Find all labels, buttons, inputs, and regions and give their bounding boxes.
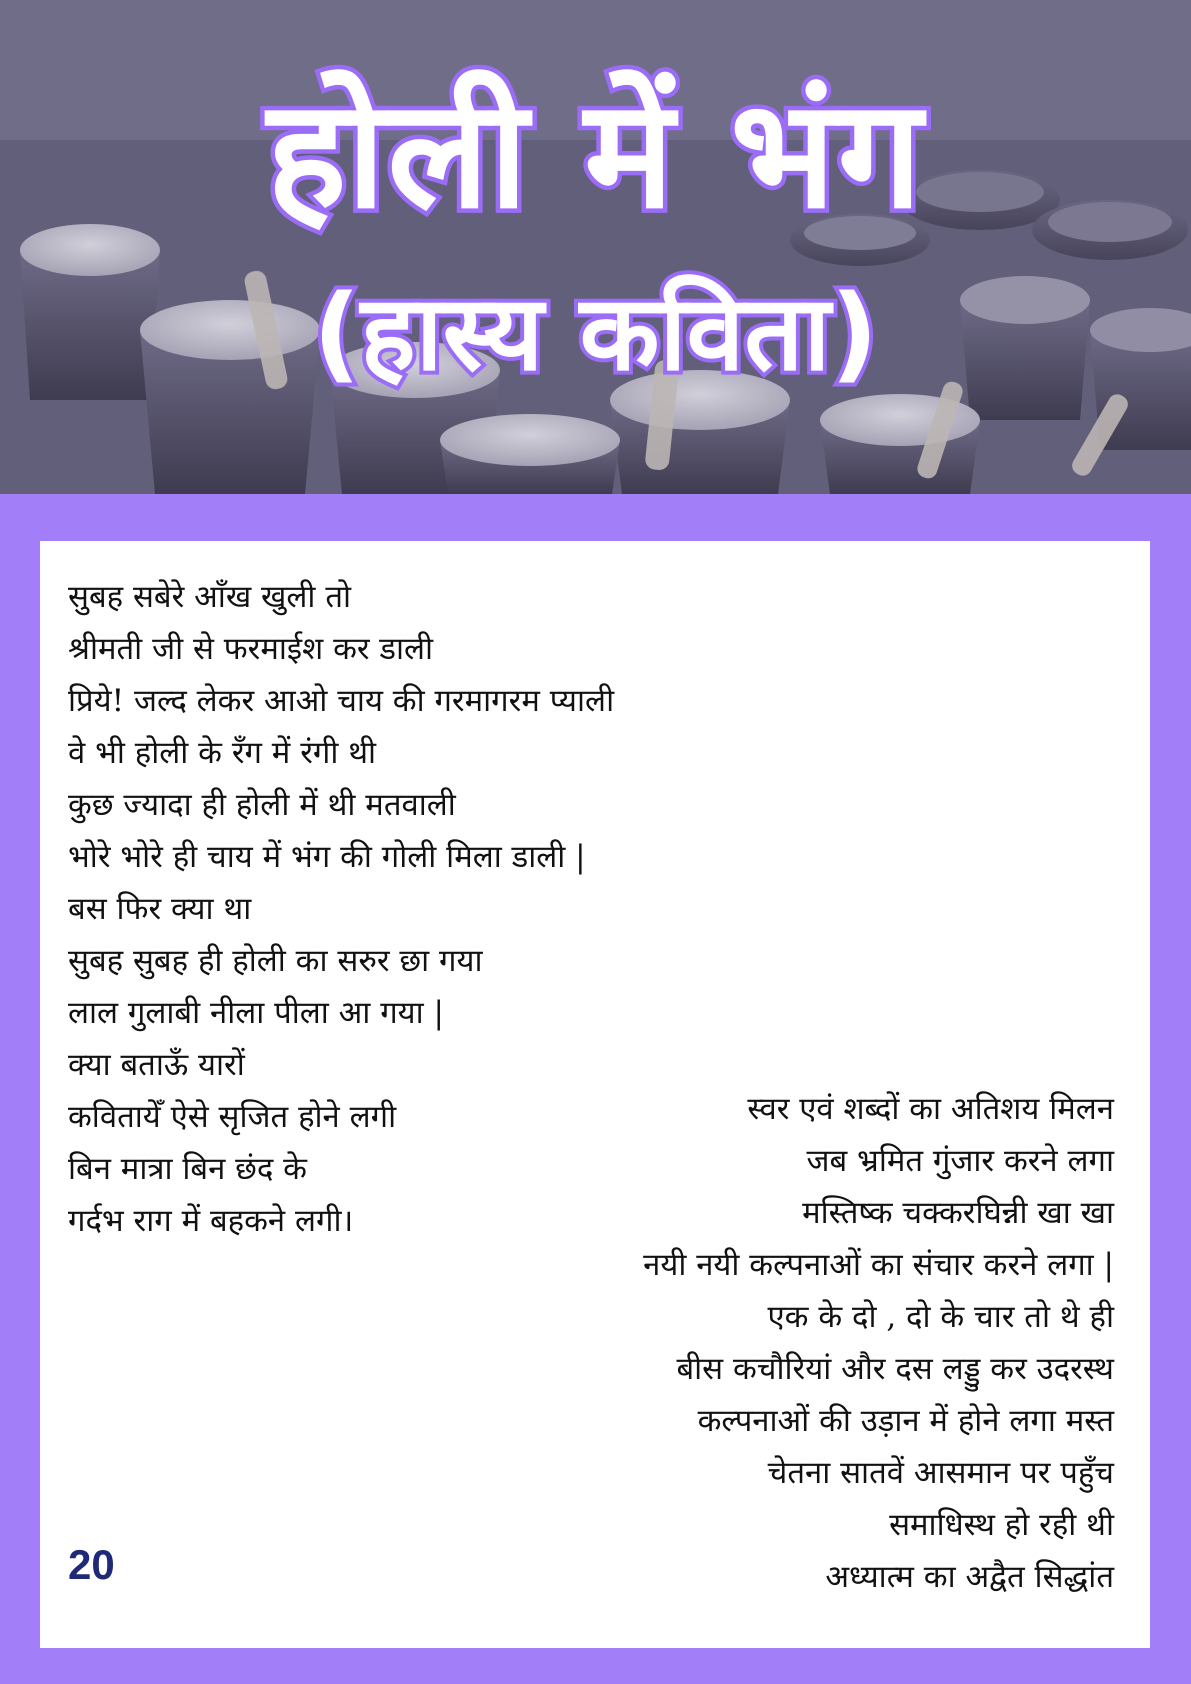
poem-line: कवितायेँ ऐसे सृजित होने लगी bbox=[68, 1099, 397, 1135]
poem-line: क्या बताऊँ यारों bbox=[68, 1047, 245, 1083]
poem-line: जब भ्रमित गुंजार करने लगा bbox=[806, 1143, 1114, 1179]
poem-line: प्रिये! जल्द लेकर आओ चाय की गरमागरम प्याली bbox=[68, 683, 615, 719]
poem-line: बिन मात्रा बिन छंद के bbox=[68, 1151, 307, 1187]
poem-line: श्रीमती जी से फरमाईश कर डाली bbox=[68, 631, 434, 667]
page-number: 20 bbox=[68, 1541, 115, 1588]
poem-line: वे भी होली के रँग में रंगी थी bbox=[68, 735, 377, 771]
poem-line: लाल गुलाबी नीला पीला आ गया | bbox=[68, 995, 444, 1031]
poem-card bbox=[40, 541, 1150, 1648]
header-photo bbox=[0, 0, 1191, 494]
poem-line: कल्पनाओं की उड़ान में होने लगा मस्त bbox=[697, 1403, 1114, 1439]
poem-line: गर्दभ राग में बहकने लगी। bbox=[68, 1203, 354, 1239]
poem-line: समाधिस्थ हो रही थी bbox=[889, 1507, 1114, 1543]
poem-line: सुबह सबेरे आँख खुली तो bbox=[68, 579, 352, 615]
poem-title: होली में भंग bbox=[266, 68, 925, 242]
poem-line: नयी नयी कल्पनाओं का संचार करने लगा | bbox=[643, 1247, 1114, 1283]
poem-line: बस फिर क्या था bbox=[68, 891, 252, 927]
poem-line: कुछ ज्यादा ही होली में थी मतवाली bbox=[68, 787, 456, 823]
poem-line: भोरे भोरे ही चाय में भंग की गोली मिला डाली | bbox=[68, 839, 586, 875]
poem-line: एक के दो , दो के चार तो थे ही bbox=[767, 1299, 1114, 1335]
poem-right-column bbox=[494, 1083, 1114, 1603]
poem-line: स्वर एवं शब्दों का अतिशय मिलन bbox=[747, 1091, 1114, 1127]
poem-line: अध्यात्म का अद्वैत सिद्धांत bbox=[825, 1559, 1114, 1595]
poem-line: चेतना सातवें आसमान पर पहुँच bbox=[767, 1455, 1114, 1491]
poem-subtitle: (हास्य कविता) bbox=[312, 272, 879, 394]
poem-line: मस्तिष्क चक्करघिन्नी खा खा bbox=[802, 1195, 1114, 1231]
poem-line: सुबह सुबह ही होली का सरुर छा गया bbox=[68, 943, 483, 979]
poem-line: बीस कचौरियां और दस लड्डु कर उदरस्थ bbox=[676, 1351, 1114, 1387]
